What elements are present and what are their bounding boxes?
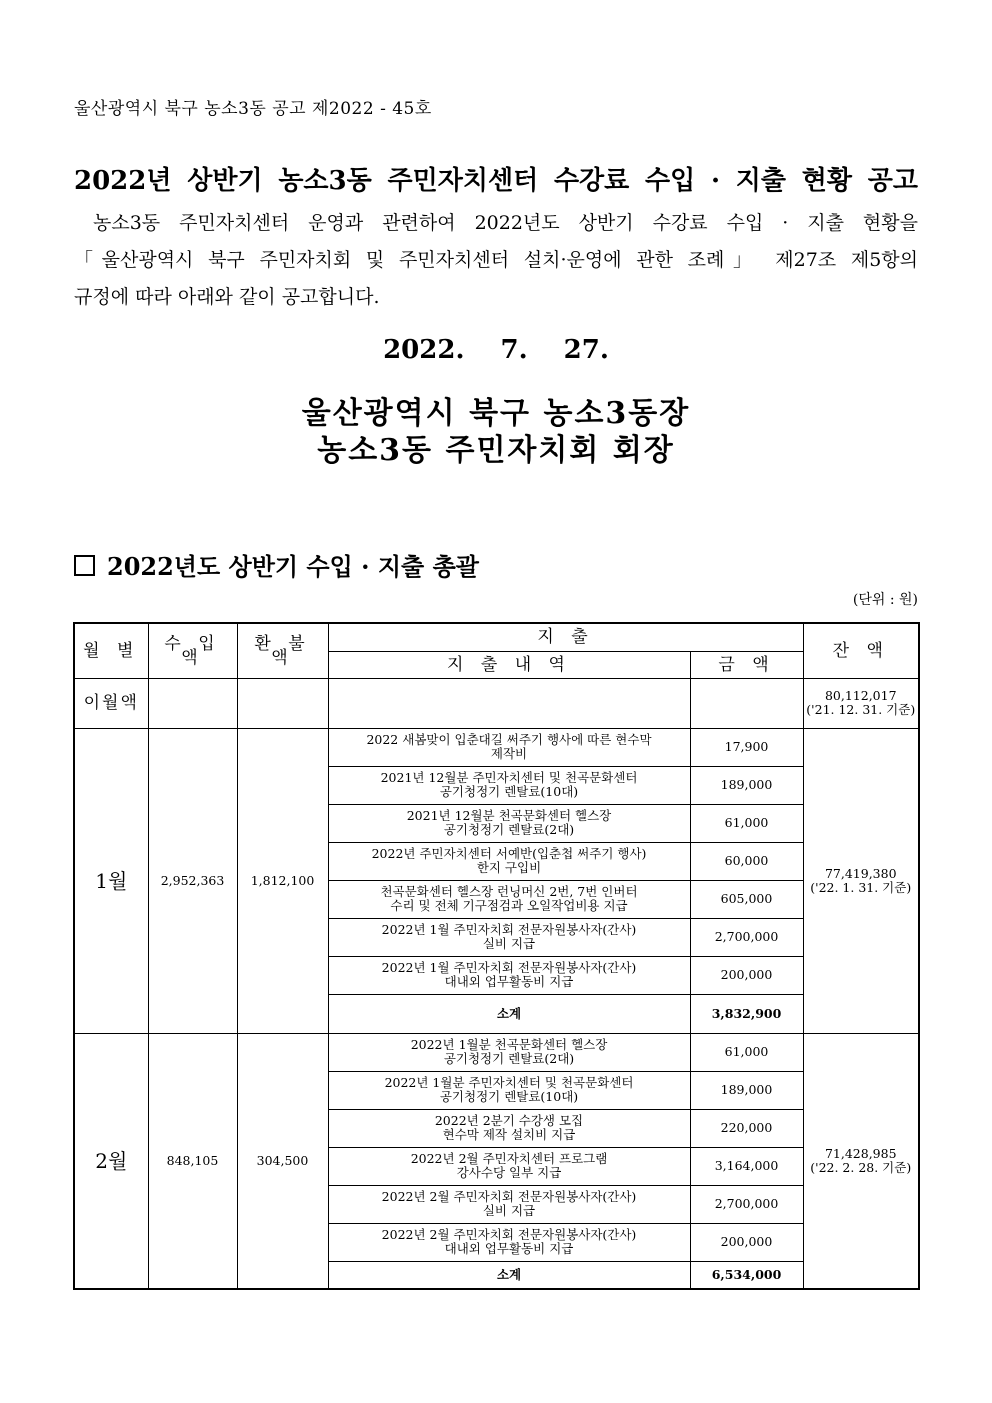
- subtotal-label: 소계: [328, 1261, 690, 1289]
- date-month: 7.: [500, 335, 528, 365]
- month-label: 1월: [74, 728, 148, 1033]
- expense-amount: 61,000: [690, 804, 803, 842]
- expense-amount: 2,700,000: [690, 1185, 803, 1223]
- expense-detail-line2: 공기청정기 렌탈료(10대): [439, 1089, 579, 1104]
- expense-detail: [328, 1109, 690, 1147]
- body-line: 「울산광역시 북구 주민자치회 및 주민자치센터 설치·운영에 관한 조례」 제27조 제5항의: [74, 249, 918, 271]
- balance-value: 71,428,985: [824, 1145, 897, 1161]
- expense-detail-line1: 2022년 2월 주민자치회 전문자원봉사자(간사): [381, 1227, 637, 1242]
- expense-detail-line1: 2022년 1월분 주민자치센터 및 천곡문화센터: [384, 1075, 634, 1090]
- expense-detail-line1: 2022년 1월분 천곡문화센터 헬스장: [410, 1037, 608, 1052]
- carryover-refund: [237, 678, 328, 728]
- expense-detail: [328, 1071, 690, 1109]
- month-refund: 1,812,100: [237, 728, 328, 1033]
- date-year: 2022.: [383, 335, 465, 365]
- signer-line-2: 농소3동 주민자치회 회장: [317, 433, 675, 468]
- expense-amount: 605,000: [690, 880, 803, 918]
- expense-detail-line2: 공기청정기 렌탈료(2대): [443, 1051, 575, 1066]
- expense-detail-line2: 공기청정기 렌탈료(10대): [439, 784, 579, 799]
- expense-detail: [328, 1033, 690, 1071]
- expense-detail: [328, 1147, 690, 1185]
- body-line: 농소3동 주민자치센터 운영과 관련하여 2022년도 상반기 수강료 수입 · 지출 현황을: [93, 212, 918, 234]
- carryover-balance: [803, 678, 919, 728]
- date-day: 27.: [563, 335, 609, 365]
- month-refund: 304,500: [237, 1033, 328, 1289]
- expense-amount: 60,000: [690, 842, 803, 880]
- header-expense: 지 출: [328, 623, 803, 651]
- month-balance: [803, 1033, 919, 1289]
- expense-amount: 2,700,000: [690, 918, 803, 956]
- expense-detail-line1: 2021년 12월분 천곡문화센터 헬스장: [406, 808, 612, 823]
- header-month: 월 별: [74, 623, 148, 678]
- body-line: 규정에 따라 아래와 같이 공고합니다.: [74, 286, 380, 308]
- summary-table: [73, 622, 920, 1290]
- carryover-amount: [690, 678, 803, 728]
- signer-line-1: 울산광역시 북구 농소3동장: [301, 396, 691, 431]
- header-income: 수 입 액: [148, 623, 237, 678]
- notice-number: 울산광역시 북구 농소3동 공고 제2022 - 45호: [74, 99, 432, 119]
- expense-detail-line2: 실비 지급: [482, 936, 536, 951]
- expense-amount: 61,000: [690, 1033, 803, 1071]
- expense-amount: 220,000: [690, 1109, 803, 1147]
- expense-amount: 189,000: [690, 1071, 803, 1109]
- balance-value: 77,419,380: [824, 865, 897, 881]
- expense-amount: 189,000: [690, 766, 803, 804]
- header-refund: 환 불 액: [237, 623, 328, 678]
- expense-detail: [328, 766, 690, 804]
- month-income: 848,105: [148, 1033, 237, 1289]
- carryover-income: [148, 678, 237, 728]
- expense-detail-line1: 2022년 주민자치센터 서예반(입춘첩 써주기 행사): [371, 846, 647, 861]
- subtotal-amount: 6,534,000: [690, 1261, 803, 1289]
- expense-detail-line2: 수리 및 전체 기구점검과 오일작업비용 지급: [390, 898, 628, 913]
- balance-value: 80,112,017: [824, 688, 897, 703]
- carryover-detail: [328, 678, 690, 728]
- expense-detail: [328, 842, 690, 880]
- expense-detail-line2: 대내외 업무활동비 지급: [444, 974, 574, 989]
- expense-detail-line2: 실비 지급: [482, 1203, 536, 1218]
- balance-date: ('22. 2. 28. 기준): [810, 1159, 912, 1175]
- subtotal-amount: 3,832,900: [690, 994, 803, 1033]
- expense-amount: 200,000: [690, 1223, 803, 1261]
- balance-date: ('21. 12. 31. 기준): [806, 702, 916, 717]
- header-expense-detail: 지 출 내 역: [328, 651, 690, 678]
- expense-detail: [328, 956, 690, 994]
- expense-amount: 17,900: [690, 728, 803, 766]
- expense-detail-line2: 현수막 제작 설치비 지급: [442, 1127, 576, 1142]
- section-title-text: 2022년도 상반기 수입 · 지출 총괄: [107, 552, 479, 581]
- expense-detail-line1: 2022년 1월 주민자치회 전문자원봉사자(간사): [381, 922, 637, 937]
- expense-detail: [328, 804, 690, 842]
- expense-detail-line2: 대내외 업무활동비 지급: [444, 1241, 574, 1256]
- expense-detail-line2: 제작비: [490, 746, 528, 761]
- subtotal-label: 소계: [328, 994, 690, 1033]
- expense-detail-line2: 강사수당 일부 지급: [456, 1165, 562, 1180]
- notice-date: [0, 335, 992, 365]
- header-amount: 금 액: [690, 651, 803, 678]
- expense-detail-line1: 2021년 12월분 주민자치센터 및 천곡문화센터: [380, 770, 638, 785]
- month-income: 2,952,363: [148, 728, 237, 1033]
- month-label: 2월: [74, 1033, 148, 1289]
- expense-detail-line1: 2022년 1월 주민자치회 전문자원봉사자(간사): [381, 960, 637, 975]
- expense-detail: [328, 880, 690, 918]
- expense-amount: 200,000: [690, 956, 803, 994]
- balance-date: ('22. 1. 31. 기준): [810, 879, 912, 895]
- expense-detail-line1: 2022년 2분기 수강생 모집: [434, 1113, 584, 1128]
- expense-detail-line1: 2022년 2월 주민자치센터 프로그램: [410, 1151, 608, 1166]
- document-title: 2022년 상반기 농소3동 주민자치센터 수강료 수입 · 지출 현황 공고: [74, 166, 918, 196]
- body-paragraph: [74, 205, 918, 316]
- expense-detail: [328, 918, 690, 956]
- month-balance: [803, 728, 919, 1033]
- unit-label: (단위 : 원): [852, 592, 918, 608]
- carryover-label: 이월액: [74, 678, 148, 728]
- expense-detail-line2: 한지 구입비: [476, 860, 542, 875]
- expense-detail: [328, 728, 690, 766]
- header-balance: 잔 액: [803, 623, 919, 678]
- expense-detail: [328, 1223, 690, 1261]
- checkbox-icon: [74, 555, 95, 576]
- expense-amount: 3,164,000: [690, 1147, 803, 1185]
- expense-detail-line1: 2022년 2월 주민자치회 전문자원봉사자(간사): [381, 1189, 637, 1204]
- section-heading: [74, 547, 479, 582]
- expense-detail-line2: 공기청정기 렌탈료(2대): [443, 822, 575, 837]
- expense-detail: [328, 1185, 690, 1223]
- expense-detail-line1: 천곡문화센터 헬스장 런닝머신 2번, 7번 인버터: [380, 884, 638, 899]
- expense-detail-line1: 2022 새봄맞이 입춘대길 써주기 행사에 따른 현수막: [366, 732, 652, 747]
